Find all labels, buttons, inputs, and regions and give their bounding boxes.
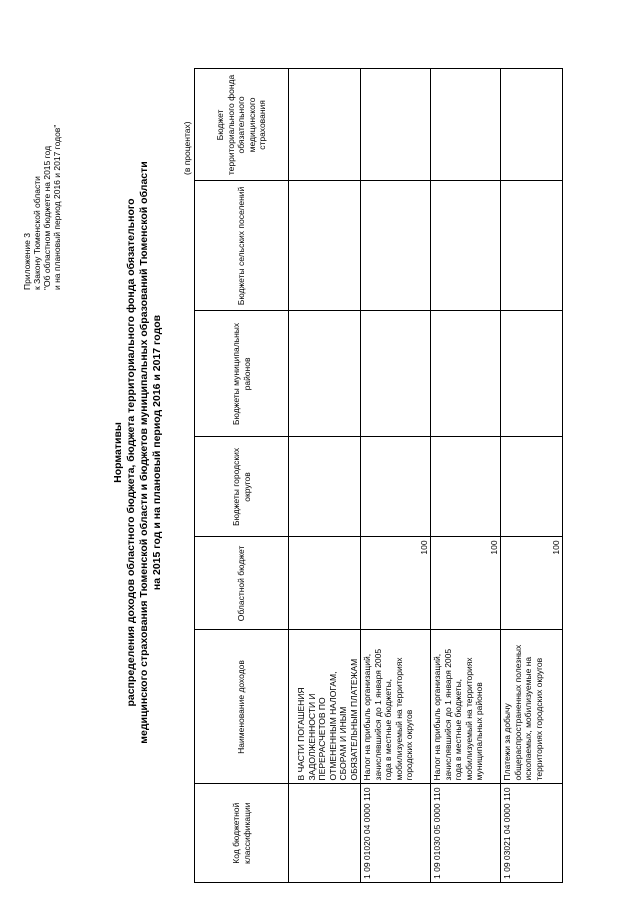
header-name: Наименование доходов	[195, 630, 289, 784]
table-cell	[501, 437, 563, 537]
row-code: 1 09 01030 05 0000 110	[431, 784, 501, 883]
table-cell	[501, 311, 563, 437]
row-name: Налог на прибыль организаций, зачислявшийся до 1 января 2005 года в местные бюджеты, мобилизуемый на территориях городских округов	[361, 630, 431, 784]
row-regional-value: 100	[431, 537, 501, 630]
header-urban-budgets: Бюджеты городских округов	[195, 437, 289, 537]
document-title	[112, 40, 164, 865]
table-cell	[289, 784, 361, 883]
table-section-row	[289, 69, 361, 883]
table-cell	[289, 537, 361, 630]
table-cell	[361, 311, 431, 437]
table-row	[361, 69, 431, 883]
row-regional-value: 100	[501, 537, 563, 630]
header-code: Код бюджетной классификации	[195, 784, 289, 883]
appendix-line: и на плановый период 2016 и 2017 годов"	[52, 124, 62, 290]
appendix-line: Приложение 3	[22, 233, 32, 290]
title-line: распределения доходов областного бюджета, бюджета территориального фонда обязательного	[125, 198, 137, 707]
table-cell	[289, 69, 361, 181]
table-cell	[431, 69, 501, 181]
header-regional-budget: Областной бюджет	[195, 537, 289, 630]
table-cell	[431, 311, 501, 437]
table-cell	[289, 437, 361, 537]
appendix-line: "Об областном бюджете на 2015 год	[42, 145, 52, 290]
table-cell	[289, 311, 361, 437]
table-cell	[361, 69, 431, 181]
row-code: 1 09 03021 04 0000 110	[501, 784, 563, 883]
section-title: В ЧАСТИ ПОГАШЕНИЯ ЗАДОЛЖЕННОСТИ И ПЕРЕРАСЧЕТОВ ПО ОТМЕНЕННЫМ НАЛОГАМ, СБОРАМ И ИНЫМ ОБЯЗАТЕЛЬНЫМ ПЛАТЕЖАМ	[289, 630, 361, 784]
title-heading: Нормативы	[112, 422, 124, 483]
header-municipal-budgets: Бюджеты муниципальных районов	[195, 311, 289, 437]
table-cell	[361, 181, 431, 311]
header-rural-budgets: Бюджеты сельских поселений	[195, 181, 289, 311]
table-cell	[431, 437, 501, 537]
table-cell	[431, 181, 501, 311]
appendix-line: к Закону Тюменской области	[32, 176, 42, 290]
units-note: (в процентах)	[182, 121, 192, 175]
table-row	[501, 69, 563, 883]
norms-table	[194, 68, 563, 883]
table-cell	[501, 181, 563, 311]
table-cell	[501, 69, 563, 181]
table-header-row	[195, 69, 289, 883]
row-regional-value: 100	[361, 537, 431, 630]
table-cell	[361, 437, 431, 537]
table-row	[431, 69, 501, 883]
title-line: медицинского страхования Тюменской области и бюджетов муниципальных образований Тюменской области	[138, 161, 150, 744]
row-name: Налог на прибыль организаций, зачислявшийся до 1 января 2005 года в местные бюджеты, мобилизуемый на территориях муниципальных районов	[431, 630, 501, 784]
title-line: на 2015 год и на плановый период 2016 и 2017 годов	[151, 314, 163, 591]
appendix-note	[22, 20, 62, 290]
header-fund-budget: Бюджет территориального фонда обязательного медицинского страхования	[195, 69, 289, 181]
row-name: Платежи за добычу общераспространенных полезных ископаемых, мобилизуемые на территориях городских округов	[501, 630, 563, 784]
row-code: 1 09 01020 04 0000 110	[361, 784, 431, 883]
table-cell	[289, 181, 361, 311]
